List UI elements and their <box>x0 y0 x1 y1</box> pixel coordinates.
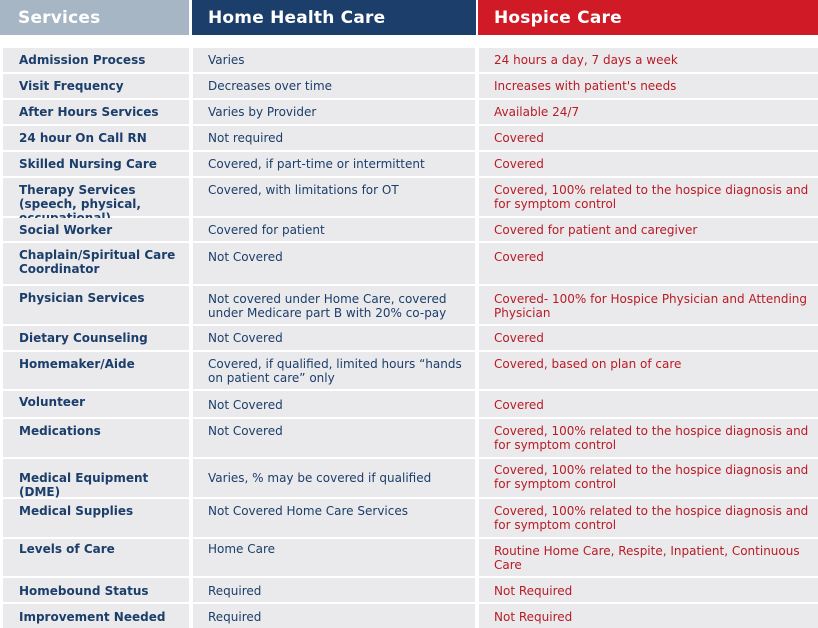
table-row <box>0 539 818 576</box>
hospice-value: Covered <box>479 326 818 350</box>
service-label: After Hours Services <box>3 100 189 124</box>
home-health-value: Varies, % may be covered if qualified <box>193 459 475 497</box>
hospice-value: Covered, 100% related to the hospice diagnosis and for symptom control <box>479 178 818 216</box>
service-label: Medical Supplies <box>3 499 189 537</box>
table-row <box>0 100 818 124</box>
home-health-value: Required <box>193 578 475 602</box>
service-label: Homemaker/Aide <box>3 352 189 389</box>
home-health-value: Not Covered <box>193 326 475 350</box>
header-services: Services <box>0 0 189 35</box>
hospice-value: Covered, 100% related to the hospice diagnosis and for symptom control <box>479 459 818 497</box>
table-row <box>0 243 818 284</box>
hospice-value: 24 hours a day, 7 days a week <box>479 48 818 72</box>
service-label: Homebound Status <box>3 578 189 602</box>
table-row <box>0 218 818 241</box>
hospice-value: Available 24/7 <box>479 100 818 124</box>
hospice-value: Covered, 100% related to the hospice diagnosis and for symptom control <box>479 419 818 457</box>
service-label: Social Worker <box>3 218 189 241</box>
home-health-value: Not Covered <box>193 419 475 457</box>
table-row <box>0 352 818 389</box>
service-label: Levels of Care <box>3 539 189 576</box>
home-health-value: Not Covered <box>193 243 475 284</box>
table-row <box>0 499 818 537</box>
home-health-value: Not covered under Home Care, covered under Medicare part B with 20% co-pay <box>193 286 475 324</box>
service-label: Improvement Needed <box>3 604 189 628</box>
hospice-value: Covered <box>479 243 818 284</box>
home-health-value: Not Covered Home Care Services <box>193 499 475 537</box>
home-health-value: Varies by Provider <box>193 100 475 124</box>
service-label: 24 hour On Call RN <box>3 126 189 150</box>
home-health-value: Covered, if part-time or intermittent <box>193 152 475 176</box>
table-row <box>0 286 818 324</box>
home-health-value: Not Covered <box>193 391 475 417</box>
hospice-value: Not Required <box>479 604 818 628</box>
table-row <box>0 126 818 150</box>
header-hospice-care: Hospice Care <box>478 0 818 35</box>
home-health-value: Home Care <box>193 539 475 576</box>
hospice-value: Covered- 100% for Hospice Physician and Attending Physician <box>479 286 818 324</box>
table-row <box>0 419 818 457</box>
service-label: Dietary Counseling <box>3 326 189 350</box>
table-row <box>0 152 818 176</box>
home-health-value: Covered, with limitations for OT <box>193 178 475 216</box>
home-health-value: Not required <box>193 126 475 150</box>
hospice-value: Covered, 100% related to the hospice diagnosis and for symptom control <box>479 499 818 537</box>
table-row <box>0 326 818 350</box>
table-row <box>0 604 818 628</box>
service-label: Medical Equipment (DME) <box>3 459 189 497</box>
table-row <box>0 391 818 417</box>
service-label: Chaplain/Spiritual Care Coordinator <box>3 243 189 284</box>
service-label: Therapy Services (speech, physical, <box>3 178 189 216</box>
home-health-value: Covered for patient <box>193 218 475 241</box>
hospice-value: Covered for patient and caregiver <box>479 218 818 241</box>
home-health-value: Covered, if qualified, limited hours “hands on patient care” only <box>193 352 475 389</box>
service-label: Medications <box>3 419 189 457</box>
home-health-value: Decreases over time <box>193 74 475 98</box>
hospice-value: Not Required <box>479 578 818 602</box>
hospice-value: Covered <box>479 126 818 150</box>
table-row <box>0 178 818 216</box>
hospice-value: Covered, based on plan of care <box>479 352 818 389</box>
table-row <box>0 578 818 602</box>
hospice-value: Increases with patient's needs <box>479 74 818 98</box>
table-row <box>0 459 818 497</box>
service-label: Volunteer <box>3 391 189 417</box>
hospice-value: Routine Home Care, Respite, Inpatient, Continuous Care <box>479 539 818 576</box>
table-row <box>0 48 818 72</box>
service-label: Physician Services <box>3 286 189 324</box>
home-health-value: Varies <box>193 48 475 72</box>
service-label: Visit Frequency <box>3 74 189 98</box>
service-label: Skilled Nursing Care <box>3 152 189 176</box>
header-home-health-care: Home Health Care <box>192 0 476 35</box>
home-health-value: Required <box>193 604 475 628</box>
hospice-value: Covered <box>479 152 818 176</box>
service-label: Admission Process <box>3 48 189 72</box>
hospice-value: Covered <box>479 391 818 417</box>
table-row <box>0 74 818 98</box>
